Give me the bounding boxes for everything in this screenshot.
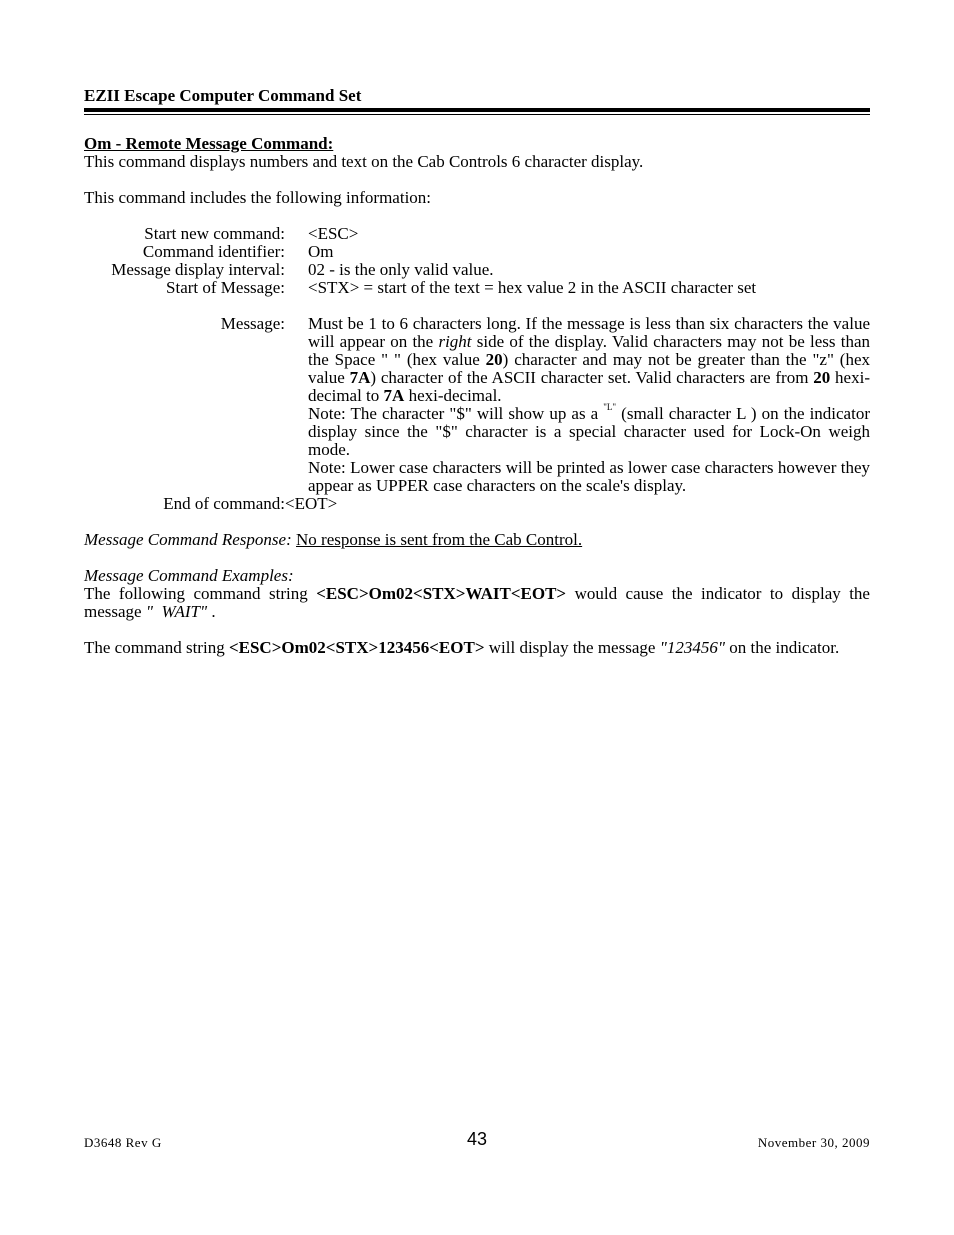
response-line <box>84 531 870 549</box>
text-run: hexi-decimal. <box>404 386 502 405</box>
text-run: The command string <box>84 638 229 657</box>
header-rule-thick <box>84 108 870 112</box>
section-intro: This command displays numbers and text on the Cab Controls 6 character display. <box>84 152 644 171</box>
info-label: Start of Message: <box>166 278 285 297</box>
example-one <box>84 585 870 621</box>
info-row-start-of-message <box>84 279 870 297</box>
message-example: " WAIT" <box>145 602 208 621</box>
text-run: "L" <box>603 402 617 412</box>
text-run: 20 <box>813 368 831 387</box>
text-run: Message Command Examples: <box>84 566 294 585</box>
text-run: on the indicator. <box>724 638 840 657</box>
text-run: Must be 1 to 6 characters long. If the message is less than six characters the value will appear on the <box>308 314 870 351</box>
section-title: Om - Remote Message Command: <box>84 134 334 153</box>
text-run: hexi-decimal to <box>308 368 870 405</box>
page-content <box>84 135 870 657</box>
message-description <box>308 315 870 495</box>
response-text: No response is sent from the Cab Control. <box>296 530 583 549</box>
text-run: side of the display. Valid characters may not be less than the Space " " (hex value <box>308 332 870 369</box>
text-run: 7A <box>383 386 405 405</box>
examples-label <box>84 567 870 585</box>
info-label: End of command: <box>163 494 285 513</box>
info-row-interval <box>84 261 870 279</box>
footer-date: November 30, 2009 <box>757 1135 870 1150</box>
text-run: Note: The character "$" will show up as a <box>308 404 604 423</box>
info-row-start <box>84 225 870 243</box>
includes-text: This command includes the following information: <box>84 188 432 207</box>
info-label: Start new command: <box>144 224 285 243</box>
text-run: would cause the indicator to display the message <box>84 584 870 621</box>
text-run: 20 <box>485 350 503 369</box>
info-value: <STX> = start of the text = hex value 2 in the ASCII character set <box>308 278 757 297</box>
text-run: will display the message <box>484 638 660 657</box>
footer-page-number: 43 <box>466 1129 488 1149</box>
info-value: <ESC> <box>308 224 359 243</box>
header-rule-thin <box>84 114 870 115</box>
info-label: Message: <box>220 314 285 333</box>
info-row-message <box>84 315 870 495</box>
message-note-case: Note: Lower case characters will be printed as lower case characters however they appear as UPPER case characters on the scale's display. <box>308 458 870 495</box>
text-run: The following command string <box>84 584 317 603</box>
response-label: Message Command Response: <box>84 530 292 549</box>
command-string: <ESC>Om02<STX>WAIT<EOT> <box>316 584 567 603</box>
text-run: right <box>438 332 472 351</box>
info-value: <EOT> <box>285 494 338 513</box>
page-header-title: EZII Escape Computer Command Set <box>84 86 362 105</box>
text-run: 7A <box>349 368 371 387</box>
info-label: Command identifier: <box>142 242 285 261</box>
text-run: (small character L ) on the indicator display since the "$" character is a special character used for Lock-On weigh mode. <box>308 404 870 459</box>
text-run: ) character of the ASCII character set. Valid characters are from <box>370 368 814 387</box>
text-run: . <box>207 602 216 621</box>
command-string: <ESC>Om02<STX>123456<EOT> <box>228 638 485 657</box>
info-value: Om <box>308 242 334 261</box>
message-rules <box>308 315 870 405</box>
message-note-dollar <box>308 402 870 459</box>
message-example: "123456" <box>659 638 725 657</box>
footer-doc-id: D3648 Rev G <box>84 1135 162 1150</box>
example-two <box>84 639 870 657</box>
info-value: 02 - is the only valid value. <box>308 260 494 279</box>
info-row-end <box>84 495 870 513</box>
text-run: ) character and may not be greater than the "z" (hex value <box>308 350 870 387</box>
info-row-identifier <box>84 243 870 261</box>
info-label: Message display interval: <box>111 260 285 279</box>
